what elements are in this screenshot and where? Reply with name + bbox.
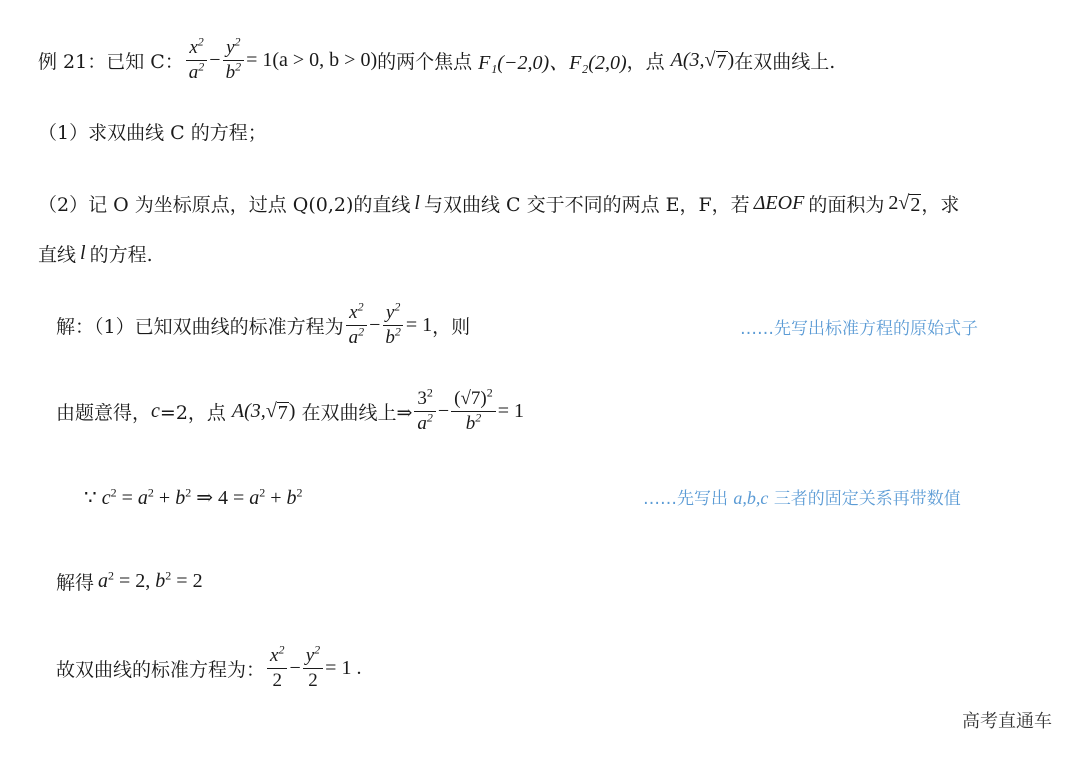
sqrt-2: √ 2 (898, 191, 921, 216)
point-text: ，点 (626, 50, 665, 73)
hyperbola-rhs: = 1(a > 0, b > 0) (246, 48, 378, 71)
part1-question: （1）求双曲线 C 的方程； (38, 121, 267, 144)
solution-line2: 由题意得， c =2，点 A(3, √ 7 ) 在双曲线上⇒ $\frac{3^2}{a^2}$ − $\frac{(√7)^2}{b^2}$ = 1 (56, 385, 525, 434)
solution-line3: ∵ $c^2 = a^2 + b^2$ ⇒ $4 = a^2 + b^2$ (84, 484, 303, 509)
on-curve-text: 在双曲线上. (734, 50, 836, 73)
foci-text: 的两个焦点 (377, 50, 473, 73)
problem-statement: 例 21：已知 C： $\frac{x^2}{a^2}$ − $\frac{y^2}{b^2}$ = 1(a > 0, b > 0) 的两个焦点 F₁(−2,0)、F₂(2,0) ，点 A(3, √ 7 ) 在双曲线上. (38, 34, 836, 83)
solution-line5: 故双曲线的标准方程为： $\frac{x^2}{2}$ − $\frac{y^2}{2}$ = 1 . (56, 642, 362, 691)
note-standard-form: ……先写出标准方程的原始式子 (740, 319, 978, 339)
solution-line4: 解得 $a^2 = 2$, $b^2 = 2$ (56, 567, 203, 594)
sqrt-7: √ 7 (704, 48, 727, 73)
solution-line1: 解：（1）已知双曲线的标准方程为 $\frac{x^2}{a^2}$ − $\frac{y^2}{b^2}$ = 1 ，则 (56, 299, 471, 348)
foci-values: F₁(−2,0)、F₂(2,0) (478, 51, 627, 74)
part2-question-line1: （2）记 O 为坐标原点，过点 Q(0,2)的直线 l 与双曲线 C 交于不同的两点 E，F，若 ΔEOF 的面积为 2 √ 2 ，求 (38, 191, 960, 216)
note-abc-relation: ……先写出 a,b,c 三者的固定关系再带数值 (643, 488, 961, 509)
hyperbola-frac-x: $\frac{x^2}{a^2}$ (186, 37, 208, 84)
problem-label: 例 21：已知 C： (38, 50, 184, 73)
watermark: 高考直通车 (962, 711, 1052, 732)
hyperbola-frac-y: $\frac{y^2}{b^2}$ (223, 37, 245, 84)
part2-question-line2: 直线 l 的方程. (38, 241, 153, 266)
point-a: A(3, (670, 48, 705, 71)
